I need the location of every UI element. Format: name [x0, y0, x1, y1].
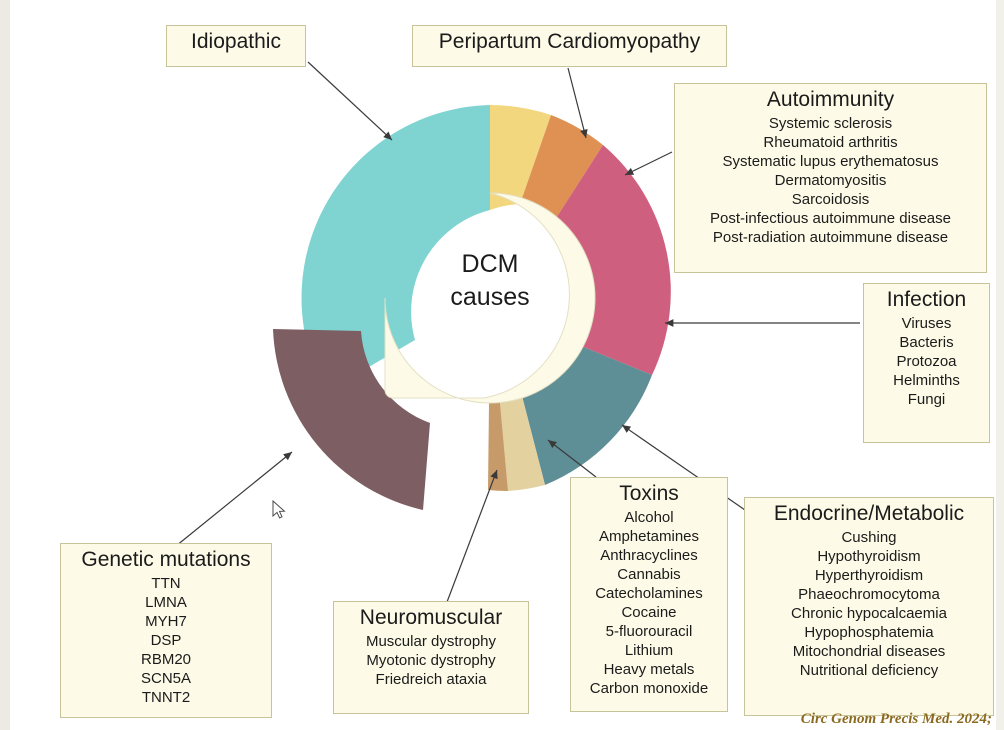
callout-item-list [872, 314, 981, 409]
list-item: Lithium [624, 642, 674, 659]
callout-title: Infection [886, 288, 967, 311]
mouse-cursor-icon [272, 500, 286, 520]
list-item: Mitochondrial diseases [792, 643, 946, 660]
callout-item-list [753, 528, 985, 680]
list-item: DSP [150, 632, 182, 649]
list-item: Cannabis [617, 566, 681, 583]
list-item: Friedreich ataxia [375, 671, 487, 688]
list-item: Alcohol [624, 509, 674, 526]
list-item: Nutritional deficiency [799, 662, 939, 679]
list-item: Viruses [901, 315, 952, 332]
callout-item-list [579, 508, 719, 698]
callout-toxins[interactable] [570, 477, 728, 712]
callout-idiopathic[interactable] [166, 25, 306, 67]
citation-text: Circ Genom Precis Med. 2024; [800, 711, 992, 727]
list-item: TTN [151, 575, 181, 592]
list-item: Rheumatoid arthritis [763, 134, 898, 151]
callout-peripartum-cardiomyopathy[interactable] [412, 25, 727, 67]
callout-title: Idiopathic [191, 30, 281, 53]
callout-infection[interactable] [863, 283, 990, 443]
list-item: Chronic hypocalcaemia [791, 605, 947, 622]
list-item: Helminths [893, 372, 960, 389]
callout-title: Genetic mutations [81, 548, 251, 571]
list-item: Fungi [907, 391, 946, 408]
list-item: Systematic lupus erythematosus [722, 153, 939, 170]
list-item: Hyperthyroidism [814, 567, 924, 584]
segment-genetic-mutations [273, 329, 430, 510]
callout-genetic-mutations[interactable] [60, 543, 272, 718]
callout-title: Toxins [619, 482, 679, 505]
list-item: Dermatomyositis [774, 172, 887, 189]
callout-title: Peripartum Cardiomyopathy [438, 30, 701, 53]
list-item: Cocaine [621, 604, 677, 621]
callout-title: Autoimmunity [766, 88, 895, 111]
list-item: Myotonic dystrophy [366, 652, 496, 669]
callout-autoimmunity[interactable] [674, 83, 987, 273]
center-label-line1: DCM [461, 250, 519, 278]
list-item: Cushing [841, 529, 897, 546]
list-item: Post-radiation autoimmune disease [712, 229, 949, 246]
list-item: 5-fluorouracil [605, 623, 693, 640]
callout-title: Neuromuscular [359, 606, 503, 629]
callout-title: Endocrine/Metabolic [773, 502, 965, 525]
list-item: Carbon monoxide [589, 680, 709, 697]
callout-neuromuscular[interactable] [333, 601, 529, 714]
list-item: RBM20 [140, 651, 192, 668]
list-item: SCN5A [140, 670, 192, 687]
list-item: Post-infectious autoimmune disease [710, 210, 951, 227]
list-item: Catecholamines [595, 585, 703, 602]
list-item: Protozoa [896, 353, 957, 370]
list-item: LMNA [145, 594, 187, 611]
list-item: Phaeochromocytoma [798, 586, 940, 603]
list-item: Hypothyroidism [817, 548, 921, 565]
list-item: Hypophosphatemia [804, 624, 934, 641]
list-item: Bacteris [899, 334, 954, 351]
callout-item-list [683, 114, 978, 247]
callout-endocrine-metabolic[interactable] [744, 497, 994, 716]
list-item: MYH7 [145, 613, 187, 630]
callout-item-list [69, 574, 263, 707]
list-item: Heavy metals [603, 661, 695, 678]
list-item: TNNT2 [141, 689, 191, 706]
list-item: Sarcoidosis [791, 191, 870, 208]
list-item: Muscular dystrophy [365, 633, 497, 650]
list-item: Amphetamines [598, 528, 700, 545]
callout-item-list [342, 632, 520, 689]
list-item: Systemic sclerosis [768, 115, 893, 132]
center-label-line2: causes [450, 283, 530, 311]
list-item: Anthracyclines [600, 547, 698, 564]
